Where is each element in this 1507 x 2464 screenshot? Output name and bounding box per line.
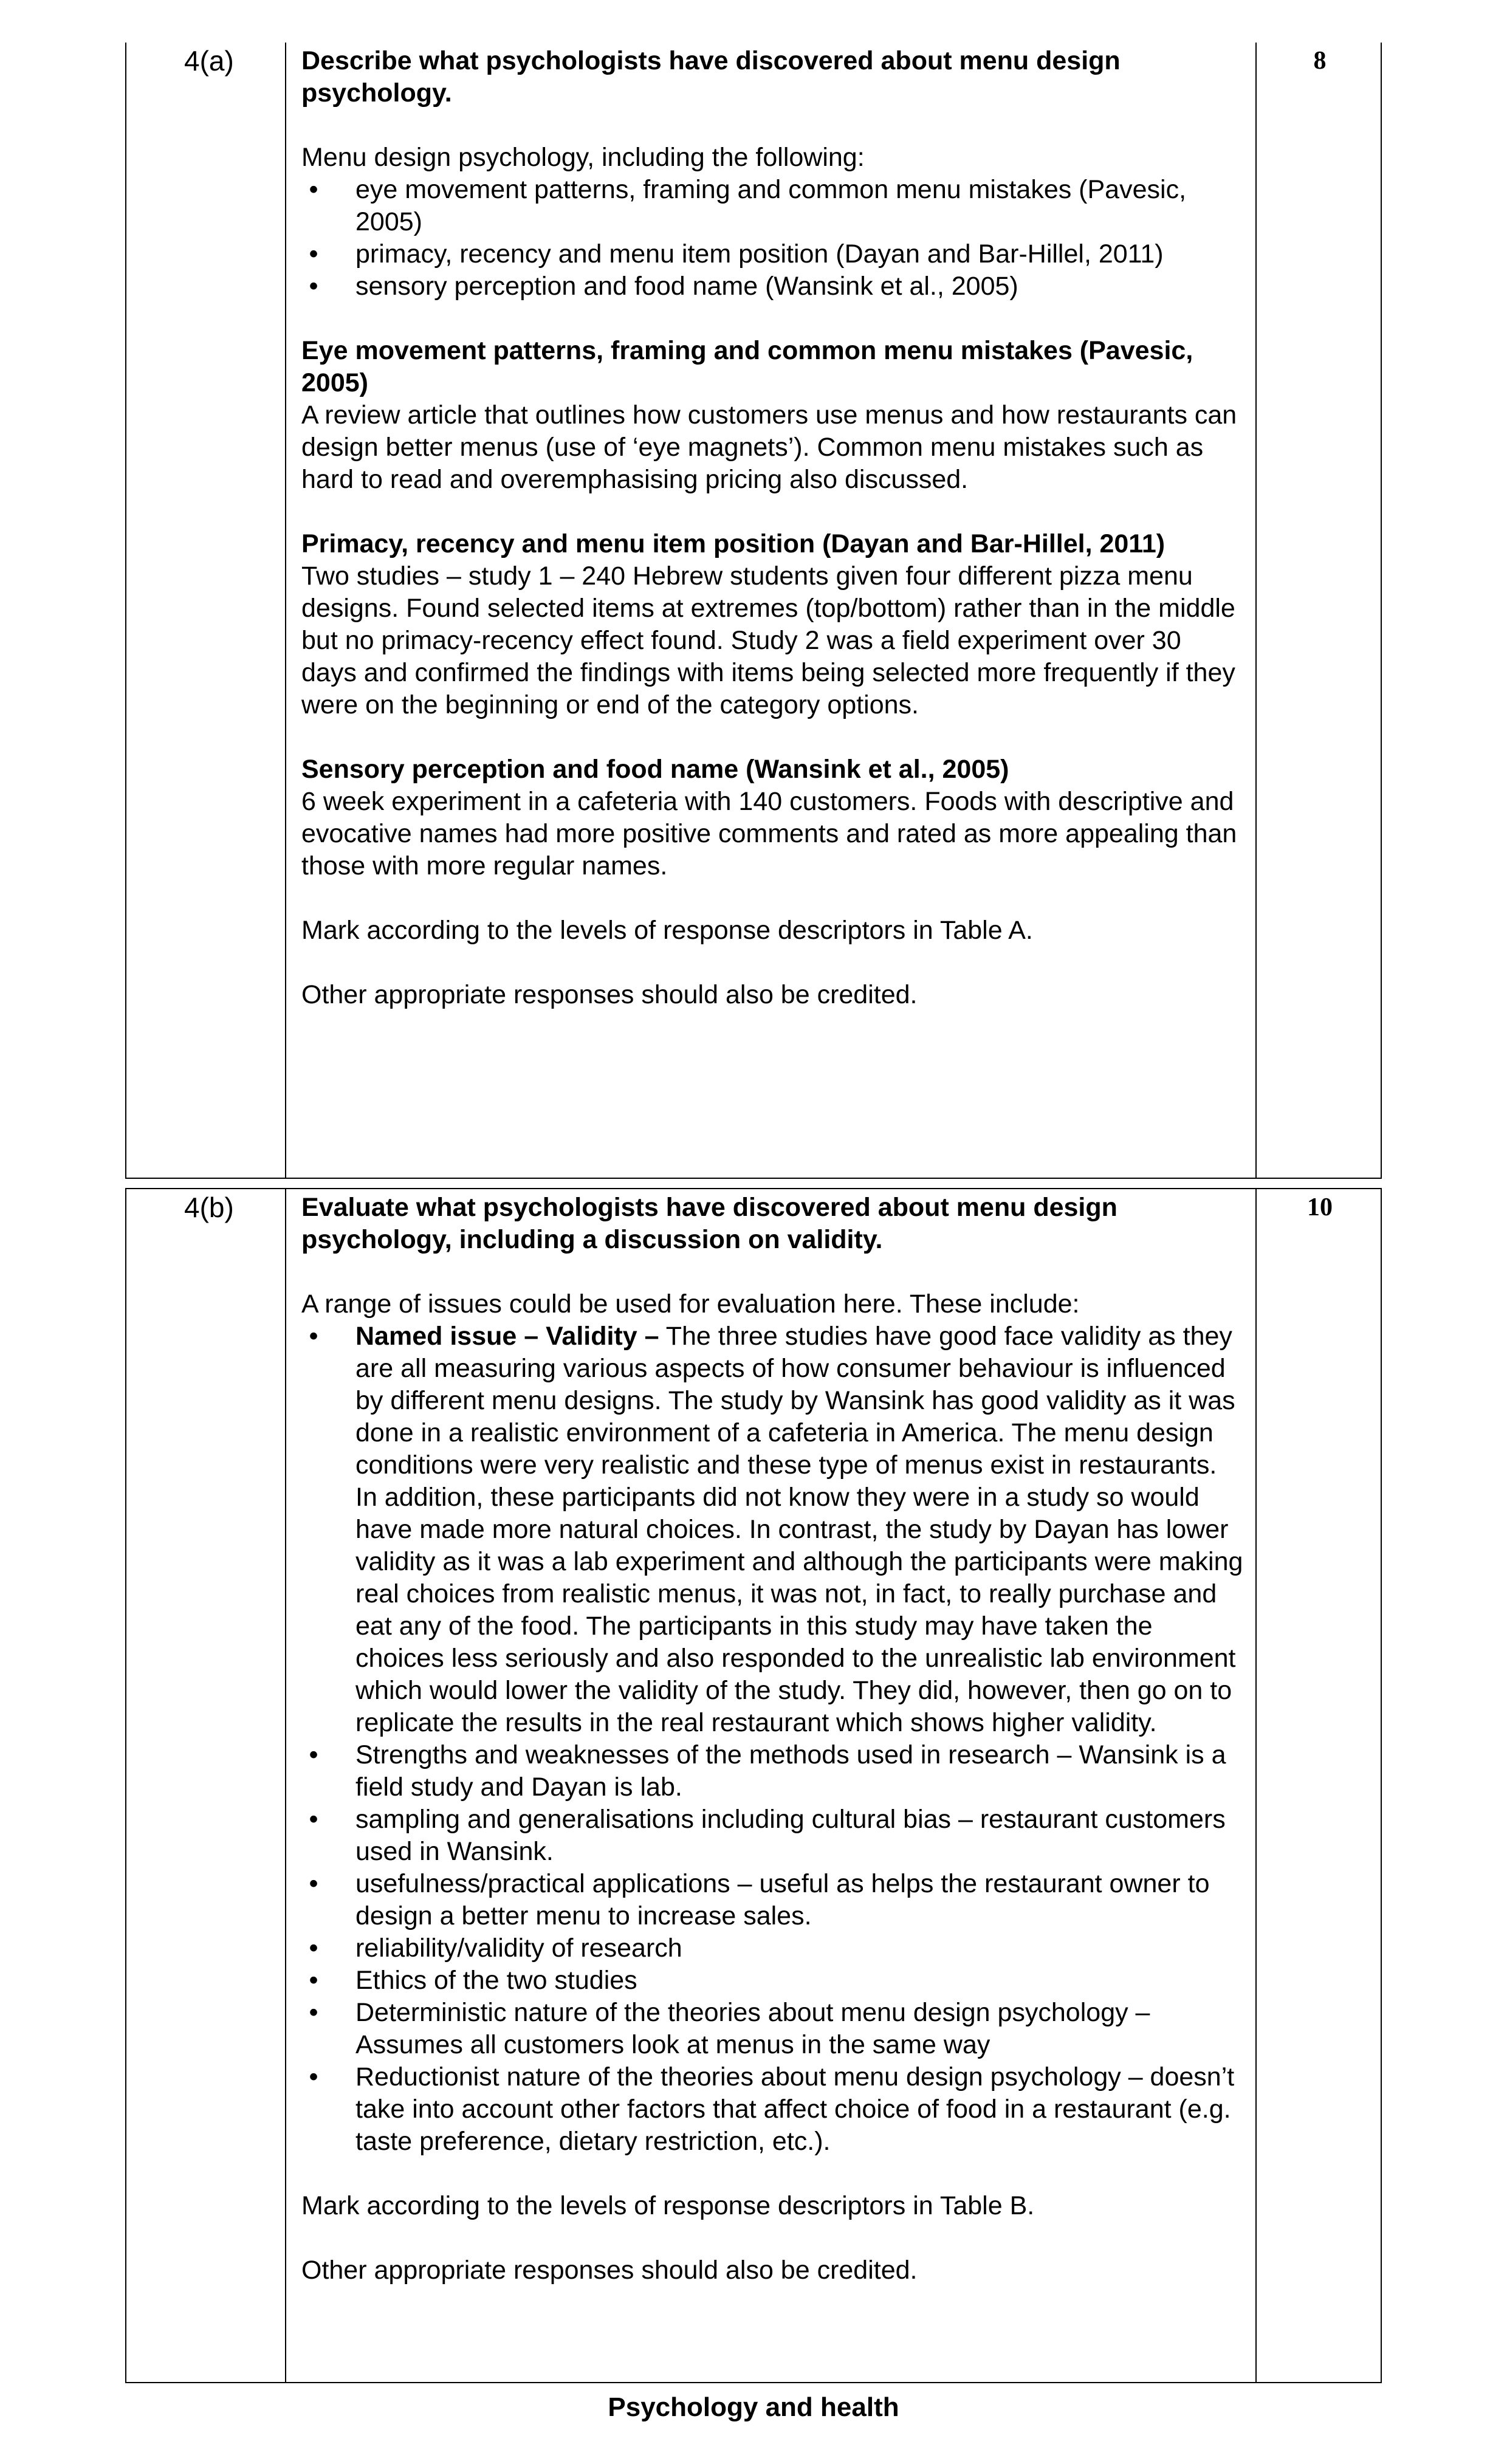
bullet-icon: • [309,1740,318,1769]
question-4a-row [125,43,1382,1178]
marks-value: 8 [1313,47,1327,75]
bullet-icon: • [309,1805,318,1834]
table-bottom-border [125,2382,1382,2383]
answer-guidance [301,1192,1243,2287]
list-item: • primacy, recency and menu item position (Dayan and Bar-Hillel, 2011) [301,238,1243,270]
list-item: • sensory perception and food name (Wansink et al., 2005) [301,270,1243,303]
question-4b-row [125,1189,1382,2383]
list-item: • Ethics of the two studies [301,1965,1243,1997]
list-item: • Strengths and weaknesses of the methods used in research – Wansink is a field study and Dayan is lab. [301,1739,1243,1803]
mark-note: Mark according to the levels of response descriptors in Table B. [301,2191,1035,2220]
page-footer: Psychology and health [608,2392,899,2422]
section-heading: Eye movement patterns, framing and common menu mistakes (Pavesic, 2005) [301,336,1193,397]
bullet-icon: • [309,175,318,204]
row-divider [125,1178,1382,1179]
bullet-icon: • [309,1934,318,1963]
question-number: 4(a) [184,45,234,77]
list-item [301,1320,1243,1739]
validity-text: The three studies have good face validity as they are all measuring various aspects of how consumer behaviour is influenced by different menu designs. The study by Wansink has good validity as it was done in a realistic environment of a cafeteria in America. The menu design conditions were very realistic and these type of menus exist in restaurants. In addition, these participants did not know they were in a study so would have made more natural choices. In contrast, the study by Dayan has lower validity as it was a lab experiment and although the participants were making real choices from realistic menus, it was not, in fact, to really purchase and eat any of the food. The participants in this study may have taken the choices less seriously and also responded to the unrealistic lab environment which would lower the validity of the study. They did, however, then go on to replicate the results in the real restaurant which shows higher validity. [355,1322,1243,1737]
section-heading: Primacy, recency and menu item position (Dayan and Bar-Hillel, 2011) [301,529,1165,558]
question-number-cell [125,43,286,1178]
list-item: • sampling and generalisations including cultural bias – restaurant customers used in Wansink. [301,1803,1243,1868]
bullet-icon: • [309,2062,318,2092]
bullet-icon: • [309,239,318,269]
mark-note: Mark according to the levels of response descriptors in Table A. [301,916,1033,945]
question-number: 4(b) [184,1192,234,1223]
bullet-icon: • [309,1998,318,2027]
question-text: Describe what psychologists have discovered about menu design psychology. [301,46,1121,108]
question-text: Evaluate what psychologists have discovered about menu design psychology, including a discussion on validity. [301,1193,1117,1254]
section-body: Two studies – study 1 – 240 Hebrew students given four different pizza menu designs. Found selected items at extremes (top/bottom) rather than in the middle but no primacy-recency effect found. Study 2 was a field experiment over 30 days and confirmed the findings with items being selected more frequently if they were on the beginning or end of the category options. [301,561,1235,719]
bullet-icon: • [309,1869,318,1898]
bullet-icon: • [309,272,318,301]
list-item: • Reductionist nature of the theories about menu design psychology – doesn’t take into account other factors that affect choice of food in a restaurant (e.g. taste preference, dietary restriction, etc.). [301,2061,1243,2158]
bullet-icon: • [309,1966,318,1995]
list-item: • usefulness/practical applications – useful as helps the restaurant owner to design a better menu to increase sales. [301,1868,1243,1932]
question-number-cell [125,1189,286,2383]
marks-cell [1255,43,1382,1178]
bullet-icon: • [309,1322,318,1351]
section-body: A review article that outlines how customers use menus and how restaurants can design better menus (use of ‘eye magnets’). Common menu mistakes such as hard to read and overemphasising pricing also discussed. [301,400,1237,494]
list-item: • eye movement patterns, framing and common menu mistakes (Pavesic, 2005) [301,174,1243,238]
marks-value: 10 [1307,1193,1333,1221]
intro-text: A range of issues could be used for evaluation here. These include: [301,1289,1080,1319]
list-item: • Deterministic nature of the theories about menu design psychology – Assumes all customers look at menus in the same way [301,1997,1243,2061]
list-item: • reliability/validity of research [301,1932,1243,1965]
validity-label: Named issue – Validity – [355,1322,659,1351]
intro-text: Menu design psychology, including the following: [301,143,865,172]
marks-cell [1255,1189,1382,2383]
section-heading: Sensory perception and food name (Wansink et al., 2005) [301,755,1009,784]
other-note: Other appropriate responses should also be credited. [301,2256,918,2285]
other-note: Other appropriate responses should also be credited. [301,980,918,1009]
section-body: 6 week experiment in a cafeteria with 140 customers. Foods with descriptive and evocative names had more positive comments and rated as more appealing than those with more regular names. [301,787,1237,880]
answer-guidance [301,45,1243,1011]
